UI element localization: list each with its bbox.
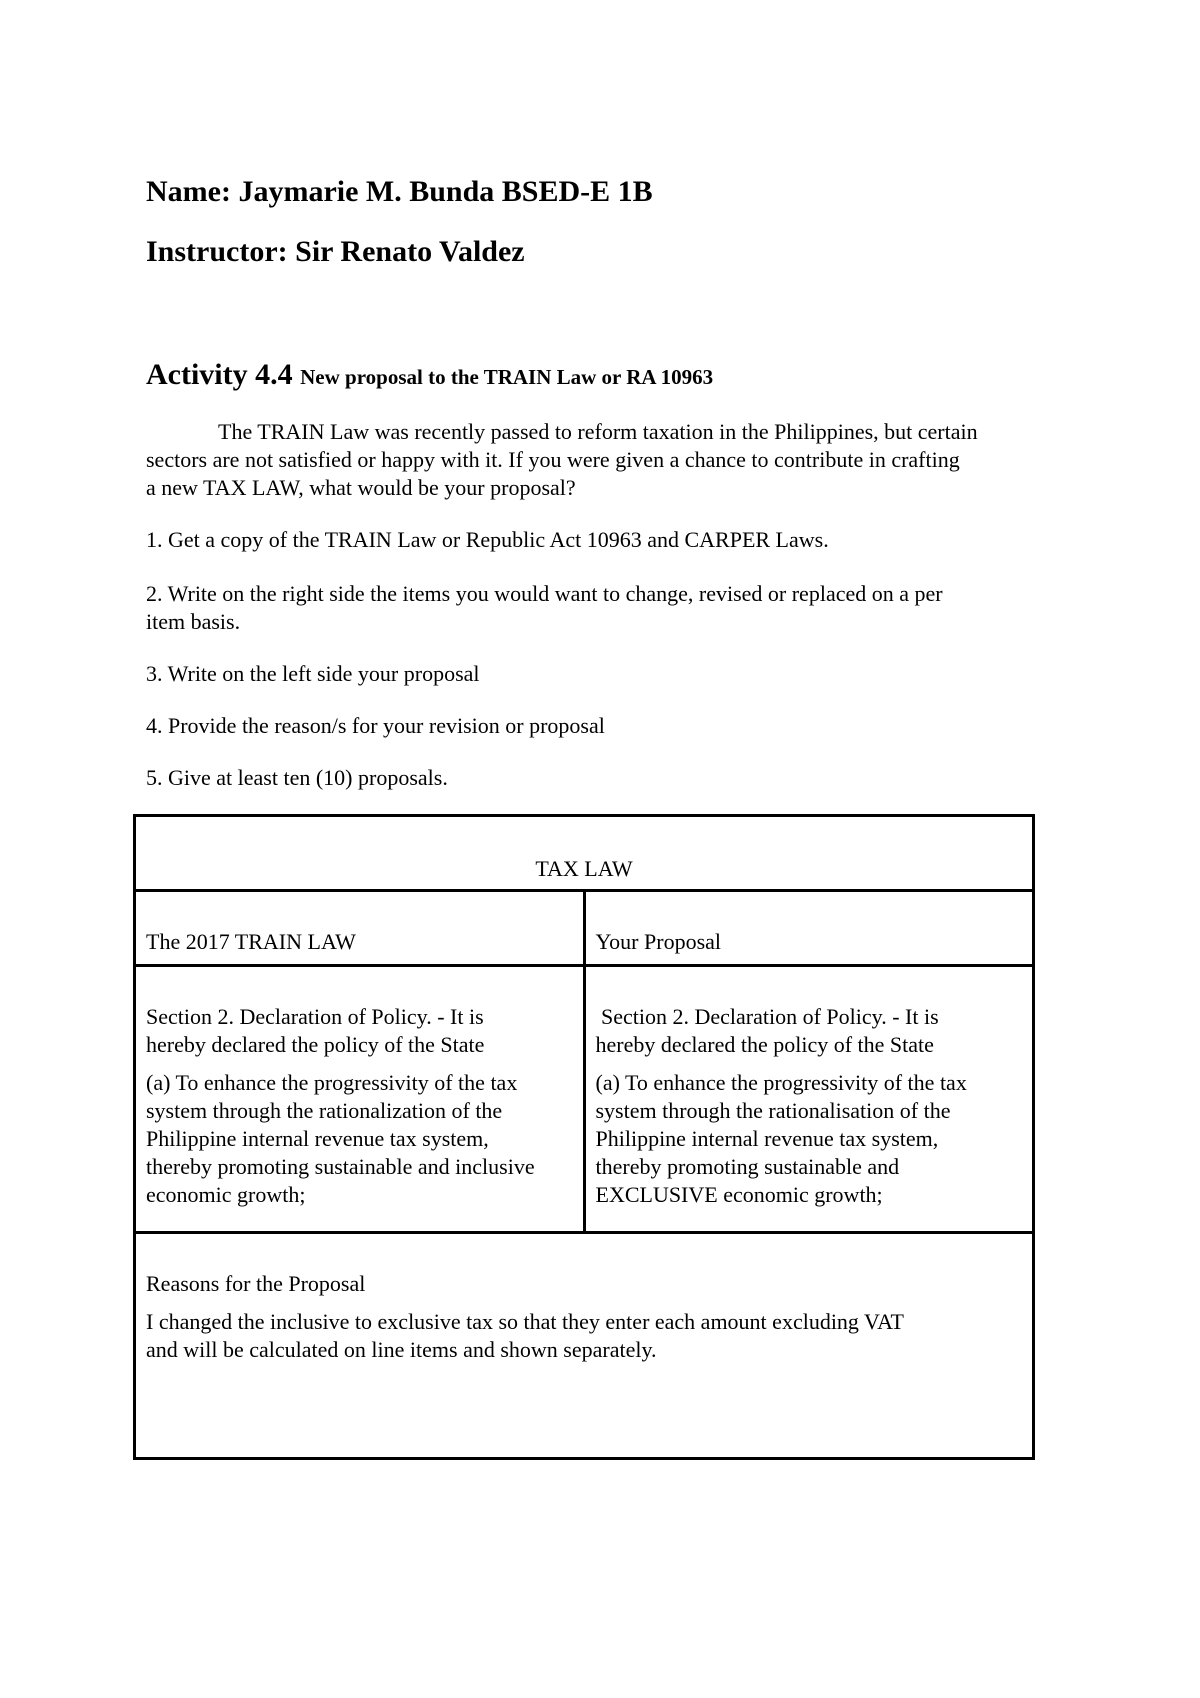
- reasons-line: I changed the inclusive to exclusive tax so that they enter each amount excluding VAT: [146, 1309, 904, 1334]
- reasons-line: and will be calculated on line items and shown separately.: [146, 1337, 657, 1362]
- section-line: Section 2. Declaration of Policy. - It is: [146, 1004, 484, 1029]
- activity-label: Activity 4.4: [146, 358, 293, 391]
- table-header-row: [135, 891, 1034, 966]
- reasons-row: [135, 1233, 1034, 1459]
- item-line: system through the rationalisation of the: [595, 1098, 951, 1123]
- reasons-cell: [135, 1233, 1034, 1459]
- item-line: (a) To enhance the progressivity of the tax: [595, 1070, 967, 1095]
- tax-law-table: [133, 814, 1035, 1460]
- intro-line: The TRAIN Law was recently passed to reform taxation in the Philippines, but certain: [218, 419, 978, 444]
- item-line: Philippine internal revenue tax system,: [595, 1126, 939, 1151]
- train-law-cell: [135, 966, 585, 1233]
- intro-line: a new TAX LAW, what would be your proposal?: [146, 475, 576, 500]
- instruction-item: 1. Get a copy of the TRAIN Law or Republic Act 10963 and CARPER Laws.: [146, 527, 829, 552]
- col-header-train-law: The 2017 TRAIN LAW: [135, 891, 585, 966]
- intro-paragraph: [146, 418, 1076, 502]
- section-line: hereby declared the policy of the State: [595, 1032, 934, 1057]
- activity-subtitle: New proposal to the TRAIN Law or RA 10963: [300, 365, 714, 389]
- item-line: EXCLUSIVE economic growth;: [595, 1182, 883, 1207]
- item-line: system through the rationalization of the: [146, 1098, 503, 1123]
- item-line: Philippine internal revenue tax system,: [146, 1126, 489, 1151]
- table-row: [135, 966, 1034, 1233]
- intro-line: sectors are not satisfied or happy with it. If you were given a chance to contribute in crafting: [146, 447, 960, 472]
- instruction-item: 5. Give at least ten (10) proposals.: [146, 765, 448, 790]
- col-header-your-proposal: Your Proposal: [584, 891, 1034, 966]
- student-name-line: Name: Jaymarie M. Bunda BSED-E 1B: [146, 175, 653, 208]
- item-line: economic growth;: [146, 1182, 306, 1207]
- instruction-item: [146, 580, 1076, 636]
- item-line: (a) To enhance the progressivity of the tax: [146, 1070, 518, 1095]
- section-line: Section 2. Declaration of Policy. - It is: [595, 1004, 939, 1029]
- instruction-item: 4. Provide the reason/s for your revision or proposal: [146, 713, 605, 738]
- proposal-cell: [584, 966, 1034, 1233]
- item-line: thereby promoting sustainable and inclusive: [146, 1154, 535, 1179]
- table-title-row: [135, 816, 1034, 891]
- table-title: TAX LAW: [135, 816, 1034, 891]
- instructor-line: Instructor: Sir Renato Valdez: [146, 235, 525, 268]
- section-line: hereby declared the policy of the State: [146, 1032, 485, 1057]
- instruction-item: 3. Write on the left side your proposal: [146, 661, 480, 686]
- item-line: thereby promoting sustainable and: [595, 1154, 900, 1179]
- reasons-title: Reasons for the Proposal: [146, 1271, 366, 1296]
- instruction-line: 2. Write on the right side the items you would want to change, revised or replaced on a per: [146, 581, 943, 606]
- instruction-line: item basis.: [146, 609, 241, 634]
- activity-heading: [146, 360, 713, 390]
